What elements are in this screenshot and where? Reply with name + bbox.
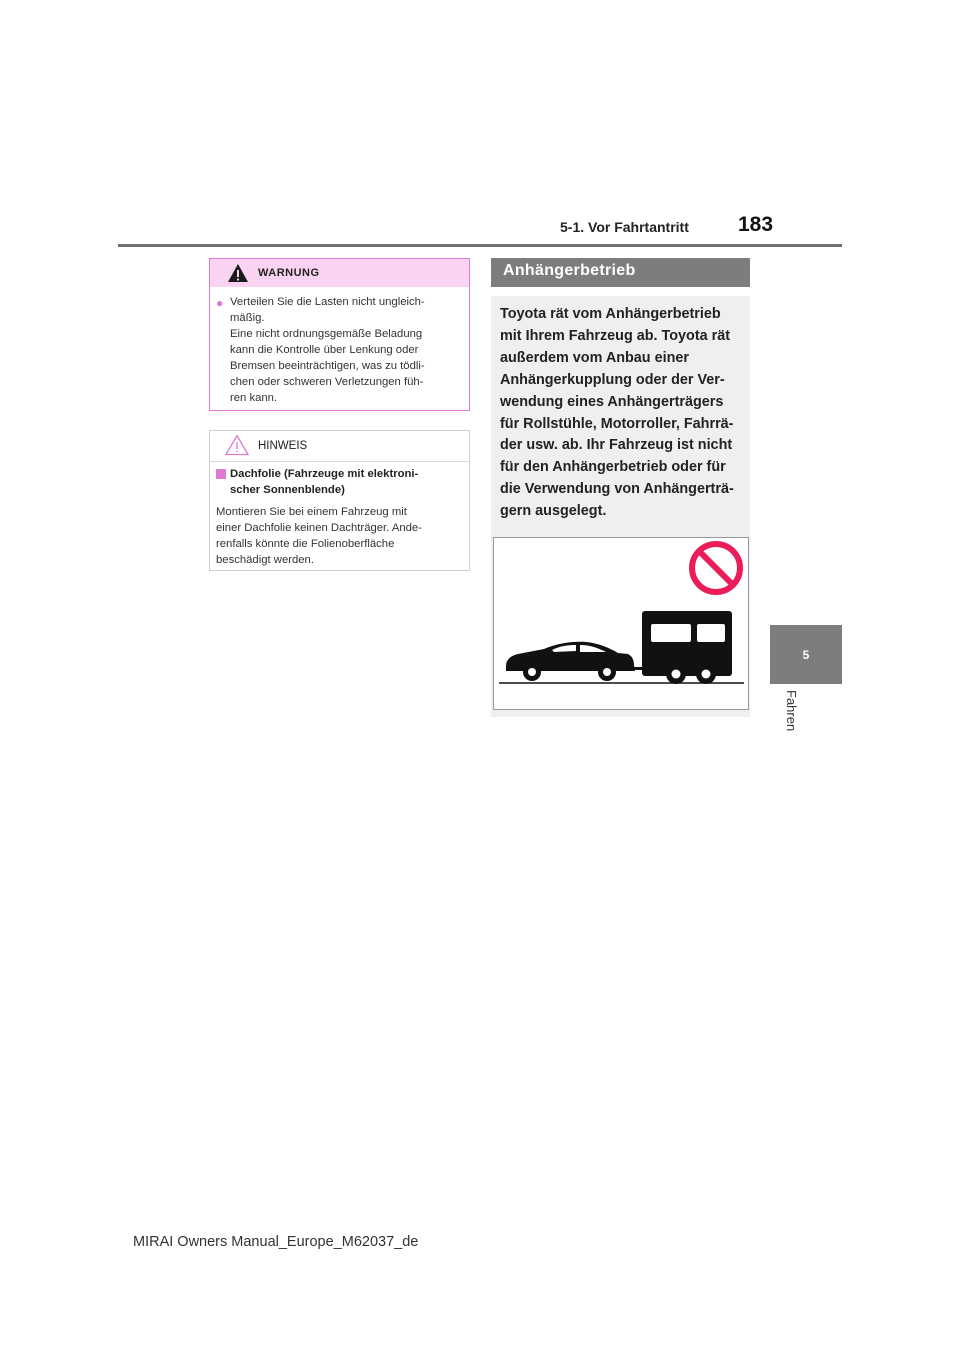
- chapter-tab: [770, 625, 842, 684]
- warning-header: [210, 259, 469, 287]
- chapter-name-label: Fahren: [784, 690, 799, 732]
- notice-box: [209, 430, 470, 571]
- warning-title: WARNUNG: [258, 267, 320, 279]
- notice-body: [216, 466, 463, 568]
- warning-text: Verteilen Sie die Lasten nicht ungleich- mäßig. Eine nicht ordnungsgemäße Beladung kann die Kontrolle über Lenkung oder Bremsen beeinträchtigen, was zu tödli- chen oder schweren Verletzungen füh- ren kann.: [230, 296, 425, 404]
- no-towing-drawing: [494, 538, 748, 709]
- warning-bullet-icon: ●: [216, 296, 224, 310]
- section-header: [491, 258, 750, 287]
- no-towing-illustration: [493, 537, 749, 710]
- notice-text: Montieren Sie bei einem Fahrzeug mit einer Dachfolie keinen Dachträger. Ande- renfalls könnte die Folienoberfläche beschädigt werden.: [216, 506, 422, 566]
- warning-body: [216, 294, 461, 406]
- caution-triangle-icon: [225, 434, 249, 456]
- notice-subheading: Dachfolie (Fahrzeuge mit elektroni- scher Sonnenblende): [230, 468, 419, 496]
- notice-title: HINWEIS: [258, 440, 308, 452]
- notice-square-bullet-icon: [216, 469, 226, 479]
- intro-text: Toyota rät vom Anhängerbetrieb mit Ihrem Fahrzeug ab. Toyota rät außerdem vom Anbau einer Anhängerkupplung oder der Ver- wendung eines Anhängerträgers für Rollstühle, Motorroller, Fahrrä- der usw. ab. Ihr Fahrzeug ist nicht für den Anhängerbetrieb oder für die Verwendung von Anhängerträ- gern ausgelegt.: [500, 306, 734, 520]
- chapter-number: 5: [802, 647, 810, 662]
- section-label: 5-1. Vor Fahrtantritt: [560, 219, 689, 235]
- trailer-icon: [634, 611, 732, 684]
- notice-header: [210, 431, 469, 462]
- header-rule: [118, 244, 842, 247]
- page-number: 183: [738, 213, 774, 236]
- warning-triangle-icon: [227, 263, 249, 283]
- car-icon: [506, 642, 642, 681]
- warning-box: [209, 258, 470, 411]
- section-title: Anhängerbetrieb: [503, 262, 636, 279]
- prohibition-sign-icon: [692, 544, 740, 592]
- chapter-name: [785, 690, 805, 750]
- footer-label: MIRAI Owners Manual_Europe_M62037_de: [133, 1234, 419, 1250]
